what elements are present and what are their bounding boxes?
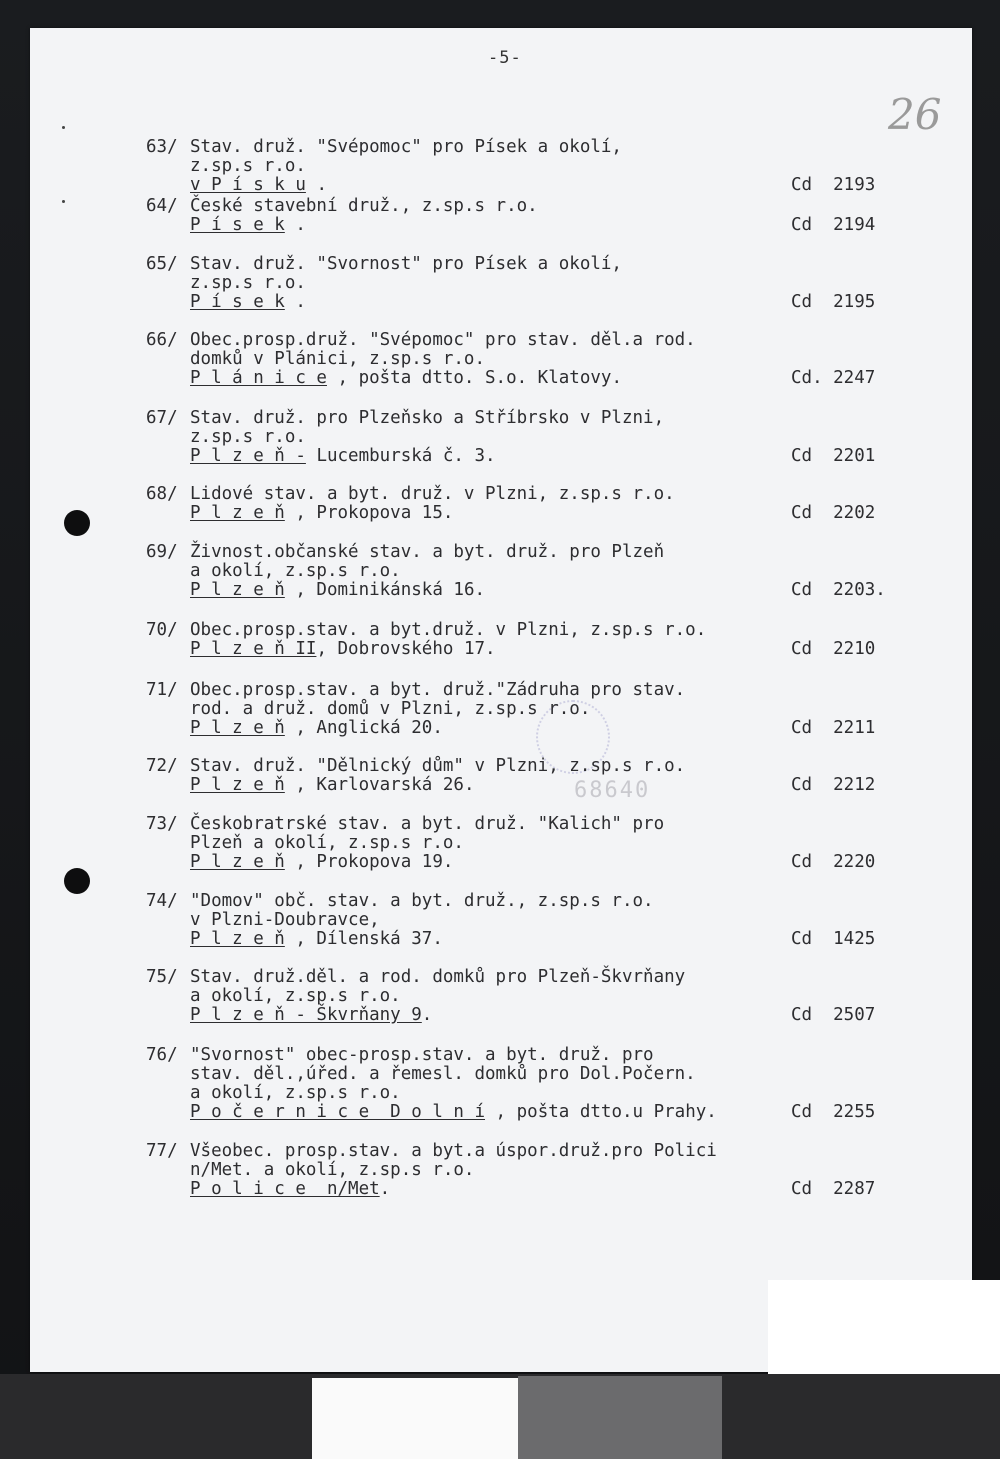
entry-place-line [190, 853, 453, 872]
punch-hole-top [64, 510, 90, 536]
list-item [146, 543, 906, 600]
entry-text-line: z.sp.s r.o. [190, 427, 306, 447]
entry-place-detail: , pošta dtto. S.o. Klatovy. [326, 368, 622, 388]
punch-hole-bottom [64, 868, 90, 894]
list-item [146, 892, 906, 949]
entry-place-detail: . [305, 175, 327, 195]
entry-place-line [190, 581, 485, 600]
entry-place-detail: . [379, 1179, 391, 1199]
calibration-white-patch [312, 1378, 518, 1459]
calibration-grey-patch [518, 1376, 722, 1459]
list-item [146, 757, 906, 795]
entry-text-line: Obec.prosp.stav. a byt.druž. v Plzni, z.sp.s r.o. [190, 620, 707, 640]
entry-place-line [190, 640, 496, 659]
entry-place-detail: , Dominikánská 16. [284, 580, 486, 600]
entry-text-line: Obec.prosp.druž. "Svépomoc" pro stav. děl.a rod. [190, 330, 696, 350]
entry-place-line [190, 293, 306, 312]
entry-place-detail: . [284, 292, 306, 312]
entry-place-line [190, 1103, 717, 1122]
entry-number: 75/ [146, 967, 178, 987]
list-item [146, 621, 906, 659]
entry-place-line [190, 216, 306, 235]
entry-place: P l z e ň [190, 775, 285, 795]
entry-text-line: a okolí, z.sp.s r.o. [190, 1083, 401, 1103]
list-item [146, 485, 906, 523]
entry-text-line: Stav. druž. pro Plzeňsko a Stříbrsko v Plzni, [190, 408, 665, 428]
entry-text-line: a okolí, z.sp.s r.o. [190, 986, 401, 1006]
list-item [146, 968, 906, 1025]
entry-place: P l z e ň [190, 580, 285, 600]
entry-place-detail: Lucemburská č. 3. [305, 446, 496, 466]
entry-code: Cd 2287 [791, 1179, 876, 1199]
entry-number: 76/ [146, 1045, 178, 1065]
entry-code: Cd 2211 [791, 718, 876, 738]
list-item [146, 138, 906, 195]
entry-code: Cd 2203. [791, 580, 886, 600]
entry-text-line: a okolí, z.sp.s r.o. [190, 561, 401, 581]
list-item [146, 409, 906, 466]
entry-text-line: Plzeň a okolí, z.sp.s r.o. [190, 833, 464, 853]
entry-text-line: Obec.prosp.stav. a byt. druž."Zádruha pro stav. [190, 680, 686, 700]
entry-text-line: Stav. druž. "Dělnický dům" v Plzni, z.sp.s r.o. [190, 756, 686, 776]
entry-place: P o č e r n i c e D o l n í [190, 1102, 486, 1122]
entry-number: 68/ [146, 484, 178, 504]
entry-number: 67/ [146, 408, 178, 428]
entry-text-line: v Plzni-Doubravce, [190, 910, 380, 930]
entry-place: P í s e k [190, 292, 285, 312]
entry-place: P l z e ň II [190, 639, 317, 659]
list-item [146, 815, 906, 872]
entry-text-line: "Domov" obč. stav. a byt. druž., z.sp.s r.o. [190, 891, 654, 911]
entry-number: 69/ [146, 542, 178, 562]
entry-place-detail: , Karlovarská 26. [284, 775, 475, 795]
entry-place-line [190, 776, 474, 795]
entry-number: 65/ [146, 254, 178, 274]
entry-place-line [190, 1006, 432, 1025]
entry-code: Cd 2201 [791, 446, 876, 466]
entry-place: P l z e ň - Škvrňany 9 [190, 1005, 422, 1025]
entry-number: 72/ [146, 756, 178, 776]
entry-text-line: rod. a druž. domů v Plzni, z.sp.s r.o. [190, 699, 591, 719]
entry-text-line: Českobratrské stav. a byt. druž. "Kalich" pro [190, 814, 665, 834]
list-item [146, 255, 906, 312]
entry-text-line: stav. děl.,úřed. a řemesl. domků pro Dol.Počern. [190, 1064, 696, 1084]
entry-number: 74/ [146, 891, 178, 911]
entry-place-line [190, 369, 622, 388]
entry-place-detail: . [284, 215, 306, 235]
entry-text-line: Lidové stav. a byt. druž. v Plzni, z.sp.s r.o. [190, 484, 675, 504]
entry-place: P l á n i c e [190, 368, 327, 388]
entry-place: P l z e ň [190, 718, 285, 738]
scan-speck [62, 200, 65, 203]
list-item [146, 1046, 906, 1122]
entry-text-line: Živnost.občanské stav. a byt. druž. pro Plzeň [190, 542, 665, 562]
entry-place-detail: , Dílenská 37. [284, 929, 443, 949]
entry-place: P l z e ň [190, 929, 285, 949]
entry-place-detail: , Dobrovského 17. [316, 639, 496, 659]
entry-code: Cd 2202 [791, 503, 876, 523]
entry-code: Cd 2195 [791, 292, 876, 312]
list-item [146, 681, 906, 738]
entry-text-line: Všeobec. prosp.stav. a byt.a úspor.druž.pro Polici [190, 1141, 717, 1161]
entry-code: Cd 2210 [791, 639, 876, 659]
entry-code: Cd 1425 [791, 929, 876, 949]
entry-number: 71/ [146, 680, 178, 700]
entry-place-detail: . [421, 1005, 433, 1025]
entry-text-line: "Svornost" obec-prosp.stav. a byt. druž. pro [190, 1045, 654, 1065]
entry-place: v P í s k u [190, 175, 306, 195]
list-item [146, 331, 906, 388]
list-item [146, 197, 906, 235]
entry-place-line [190, 176, 327, 195]
entry-number: 66/ [146, 330, 178, 350]
list-item [146, 1142, 906, 1199]
folio-number: 26 [888, 90, 942, 139]
entry-code: Cd 2220 [791, 852, 876, 872]
entry-number: 70/ [146, 620, 178, 640]
entry-number: 77/ [146, 1141, 178, 1161]
entry-place-detail: , Prokopova 15. [284, 503, 454, 523]
entry-code: Cd 2507 [791, 1005, 876, 1025]
entry-text-line: domků v Plánici, z.sp.s r.o. [190, 349, 486, 369]
entry-number: 73/ [146, 814, 178, 834]
entry-place-detail: , Anglická 20. [284, 718, 443, 738]
entry-place-detail: , Prokopova 19. [284, 852, 454, 872]
entry-text-line: Stav. druž. "Svornost" pro Písek a okolí, [190, 254, 622, 274]
entry-code: Cd 2212 [791, 775, 876, 795]
stamp-number: 68640 [574, 778, 651, 803]
entry-text-line: České stavební druž., z.sp.s r.o. [190, 196, 538, 216]
page-number: -5- [488, 48, 522, 68]
entry-code: Cd 2193 [791, 175, 876, 195]
entry-text-line: Stav. druž. "Svépomoc" pro Písek a okolí, [190, 137, 622, 157]
entry-number: 64/ [146, 196, 178, 216]
entry-place: P o l i c e n/Met [190, 1179, 380, 1199]
entry-place-line [190, 504, 453, 523]
entry-place-line [190, 1180, 390, 1199]
entry-place: P l z e ň [190, 852, 285, 872]
entry-place-line [190, 447, 496, 466]
scan-speck [62, 126, 65, 129]
entry-code: Cd 2194 [791, 215, 876, 235]
entry-code: Cd. 2247 [791, 368, 876, 388]
entry-text-line: z.sp.s r.o. [190, 273, 306, 293]
entry-text-line: Stav. druž.děl. a rod. domků pro Plzeň-Škvrňany [190, 967, 686, 987]
entry-place-line [190, 930, 443, 949]
entry-number: 63/ [146, 137, 178, 157]
entry-place: P í s e k [190, 215, 285, 235]
entry-text-line: n/Met. a okolí, z.sp.s r.o. [190, 1160, 475, 1180]
entry-place: P l z e ň - [190, 446, 306, 466]
entry-place-line [190, 719, 443, 738]
entry-place-detail: , pošta dtto.u Prahy. [485, 1102, 717, 1122]
entry-code: Cd 2255 [791, 1102, 876, 1122]
entry-place: P l z e ň [190, 503, 285, 523]
entry-text-line: z.sp.s r.o. [190, 156, 306, 176]
